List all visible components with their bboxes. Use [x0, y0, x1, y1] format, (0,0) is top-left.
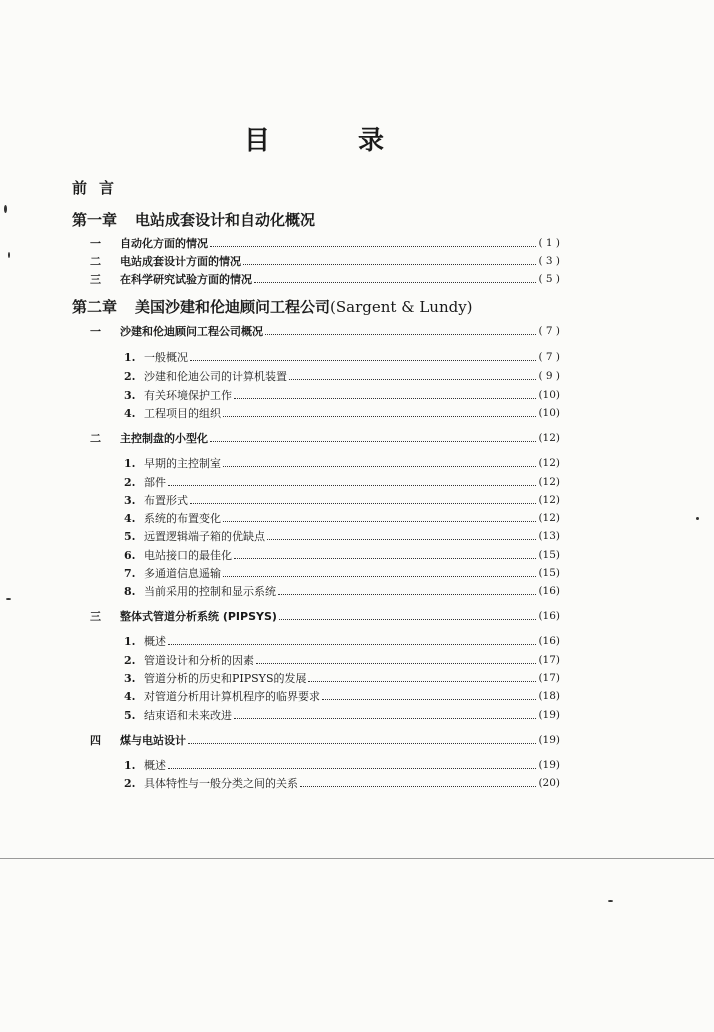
entry-number: 3. — [124, 671, 136, 685]
chapter-number: 第一章 — [72, 211, 118, 229]
toc-entry — [90, 322, 560, 340]
toc-entry — [124, 706, 560, 724]
entry-number: 4. — [124, 511, 136, 525]
entry-number: 2. — [124, 475, 136, 489]
entry-page: ( 7 ) — [538, 351, 560, 363]
scan-speck — [6, 598, 11, 600]
toc-entry — [124, 509, 560, 527]
entry-number: 三 — [90, 610, 101, 623]
entry-page: (16) — [538, 635, 560, 647]
entry-label: 有关环境保护工作 — [144, 389, 232, 402]
entry-number: 一 — [90, 325, 101, 338]
toc-entry — [124, 454, 560, 472]
dot-leader — [223, 404, 536, 417]
toc-title-char-2: 录 — [358, 126, 385, 156]
page-bottom-rule — [0, 858, 714, 859]
toc-entry — [124, 546, 560, 564]
entry-label: 主控制盘的小型化 — [120, 432, 208, 445]
entry-label: 具体特性与一般分类之间的关系 — [144, 777, 298, 790]
entry-page: ( 9 ) — [538, 370, 560, 382]
entry-page: ( 7 ) — [538, 325, 560, 337]
entry-label: 布置形式 — [144, 494, 188, 507]
entry-page: (19) — [538, 709, 560, 721]
entry-page: (10) — [538, 389, 560, 401]
scan-speck — [608, 900, 613, 902]
entry-label: 结束语和未来改进 — [144, 709, 232, 722]
entry-page: (17) — [538, 654, 560, 666]
toc-entry — [124, 367, 560, 385]
entry-label: 一般概况 — [144, 351, 188, 364]
entry-label: 当前采用的控制和显示系统 — [144, 585, 276, 598]
entry-page: (15) — [538, 549, 560, 561]
entry-label: 电站接口的最佳化 — [144, 549, 232, 562]
entry-label: 管道分析的历史和PIPSYS的发展 — [144, 672, 307, 685]
dot-leader — [190, 491, 536, 504]
toc-entry — [124, 651, 560, 669]
entry-number: 三 — [90, 273, 101, 286]
entry-label: 概述 — [144, 759, 166, 772]
entry-label: 沙建和伦迪顾问工程公司概况 — [120, 325, 263, 338]
entry-page: ( 3 ) — [538, 255, 560, 267]
scan-speck — [8, 252, 10, 258]
toc-entry — [124, 491, 560, 509]
entry-label: 对管道分析用计算机程序的临界要求 — [144, 690, 320, 703]
dot-leader — [210, 429, 536, 442]
toc-entry — [124, 564, 560, 582]
toc-entry — [90, 252, 560, 270]
entry-page: (13) — [538, 530, 560, 542]
dot-leader — [322, 687, 536, 700]
entry-number: 2. — [124, 653, 136, 667]
entry-label: 多通道信息遥输 — [144, 567, 221, 580]
dot-leader — [278, 582, 536, 595]
dot-leader — [168, 632, 536, 645]
dot-leader — [190, 348, 536, 361]
entry-label: 沙建和伦迪公司的计算机装置 — [144, 370, 287, 383]
entry-label: 早期的主控制室 — [144, 457, 221, 470]
entry-number: 1. — [124, 758, 136, 772]
dot-leader — [265, 322, 536, 335]
entry-page: (15) — [538, 567, 560, 579]
entry-number: 5. — [124, 529, 136, 543]
entry-page: ( 1 ) — [538, 237, 560, 249]
toc-entry — [124, 632, 560, 650]
entry-number: 1. — [124, 634, 136, 648]
toc-title — [0, 120, 714, 160]
entry-number: 1. — [124, 350, 136, 364]
entry-page: (10) — [538, 407, 560, 419]
dot-leader — [168, 473, 536, 486]
entry-label: 系统的布置变化 — [144, 512, 221, 525]
entry-page: (12) — [538, 494, 560, 506]
entry-page: (19) — [538, 759, 560, 771]
entry-page: (16) — [538, 585, 560, 597]
entry-label: 远置逻辑端子箱的优缺点 — [144, 530, 265, 543]
toc-entry — [124, 774, 560, 792]
toc-entry — [90, 270, 560, 288]
dot-leader — [243, 252, 536, 265]
dot-leader — [279, 607, 537, 620]
entry-number: 2. — [124, 369, 136, 383]
dot-leader — [308, 669, 536, 682]
entry-number: 4. — [124, 689, 136, 703]
entry-number: 二 — [90, 255, 101, 268]
entry-number: 5. — [124, 708, 136, 722]
toc-entry — [124, 527, 560, 545]
entry-label: 整体式管道分析系统 (PIPSYS) — [120, 610, 277, 623]
dot-leader — [267, 527, 536, 540]
entry-page: (12) — [538, 512, 560, 524]
dot-leader — [289, 367, 536, 380]
entry-number: 二 — [90, 432, 101, 445]
toc-entry — [90, 731, 560, 749]
entry-label: 在科学研究试验方面的情况 — [120, 273, 252, 286]
dot-leader — [254, 270, 536, 283]
scan-speck — [696, 517, 699, 520]
dot-leader — [234, 386, 536, 399]
entry-page: (12) — [538, 432, 560, 444]
chapter-heading — [72, 209, 315, 233]
toc-entry — [90, 607, 560, 625]
scan-speck — [4, 205, 7, 213]
dot-leader — [300, 774, 536, 787]
entry-label: 概述 — [144, 635, 166, 648]
entry-page: (18) — [538, 690, 560, 702]
dot-leader — [223, 509, 536, 522]
entry-label: 管道设计和分析的因素 — [144, 654, 254, 667]
entry-label: 工程项目的组织 — [144, 407, 221, 420]
dot-leader — [256, 651, 536, 664]
entry-number: 4. — [124, 406, 136, 420]
dot-leader — [223, 564, 536, 577]
chapter-number: 第二章 — [72, 298, 118, 316]
chapter-title: 电站成套设计和自动化概况 — [135, 211, 316, 229]
entry-page: ( 5 ) — [538, 273, 560, 285]
dot-leader — [168, 756, 536, 769]
toc-entry — [124, 473, 560, 491]
toc-entry — [124, 582, 560, 600]
entry-number: 7. — [124, 566, 136, 580]
toc-title-char-1: 目 — [244, 126, 271, 156]
dot-leader — [223, 454, 536, 467]
toc-entry — [124, 348, 560, 366]
entry-number: 1. — [124, 456, 136, 470]
entry-page: (16) — [538, 610, 560, 622]
entry-label: 电站成套设计方面的情况 — [120, 255, 241, 268]
entry-number: 四 — [90, 734, 101, 747]
toc-entry — [124, 669, 560, 687]
chapter-title: 美国沙建和伦迪顾问工程公司 — [135, 298, 331, 316]
entry-number: 8. — [124, 584, 136, 598]
toc-entry — [124, 756, 560, 774]
chapter-title-latin: (Sargent & Lundy) — [330, 298, 473, 316]
dot-leader — [188, 731, 536, 744]
toc-entry — [124, 404, 560, 422]
entry-label: 部件 — [144, 476, 166, 489]
chapter-heading — [72, 296, 473, 320]
dot-leader — [234, 706, 536, 719]
entry-page: (20) — [538, 777, 560, 789]
entry-page: (12) — [538, 457, 560, 469]
entry-number: 3. — [124, 388, 136, 402]
toc-entry — [90, 234, 560, 252]
entry-page: (17) — [538, 672, 560, 684]
entry-page: (19) — [538, 734, 560, 746]
entry-page: (12) — [538, 476, 560, 488]
entry-number: 一 — [90, 237, 101, 250]
toc-entry — [124, 687, 560, 705]
preface-heading: 前言 — [72, 179, 127, 197]
entry-number: 3. — [124, 493, 136, 507]
entry-label: 自动化方面的情况 — [120, 237, 208, 250]
toc-entry — [124, 386, 560, 404]
toc-entry — [90, 429, 560, 447]
dot-leader — [210, 234, 536, 247]
entry-number: 6. — [124, 548, 136, 562]
entry-number: 2. — [124, 776, 136, 790]
dot-leader — [234, 546, 536, 559]
entry-label: 煤与电站设计 — [120, 734, 186, 747]
